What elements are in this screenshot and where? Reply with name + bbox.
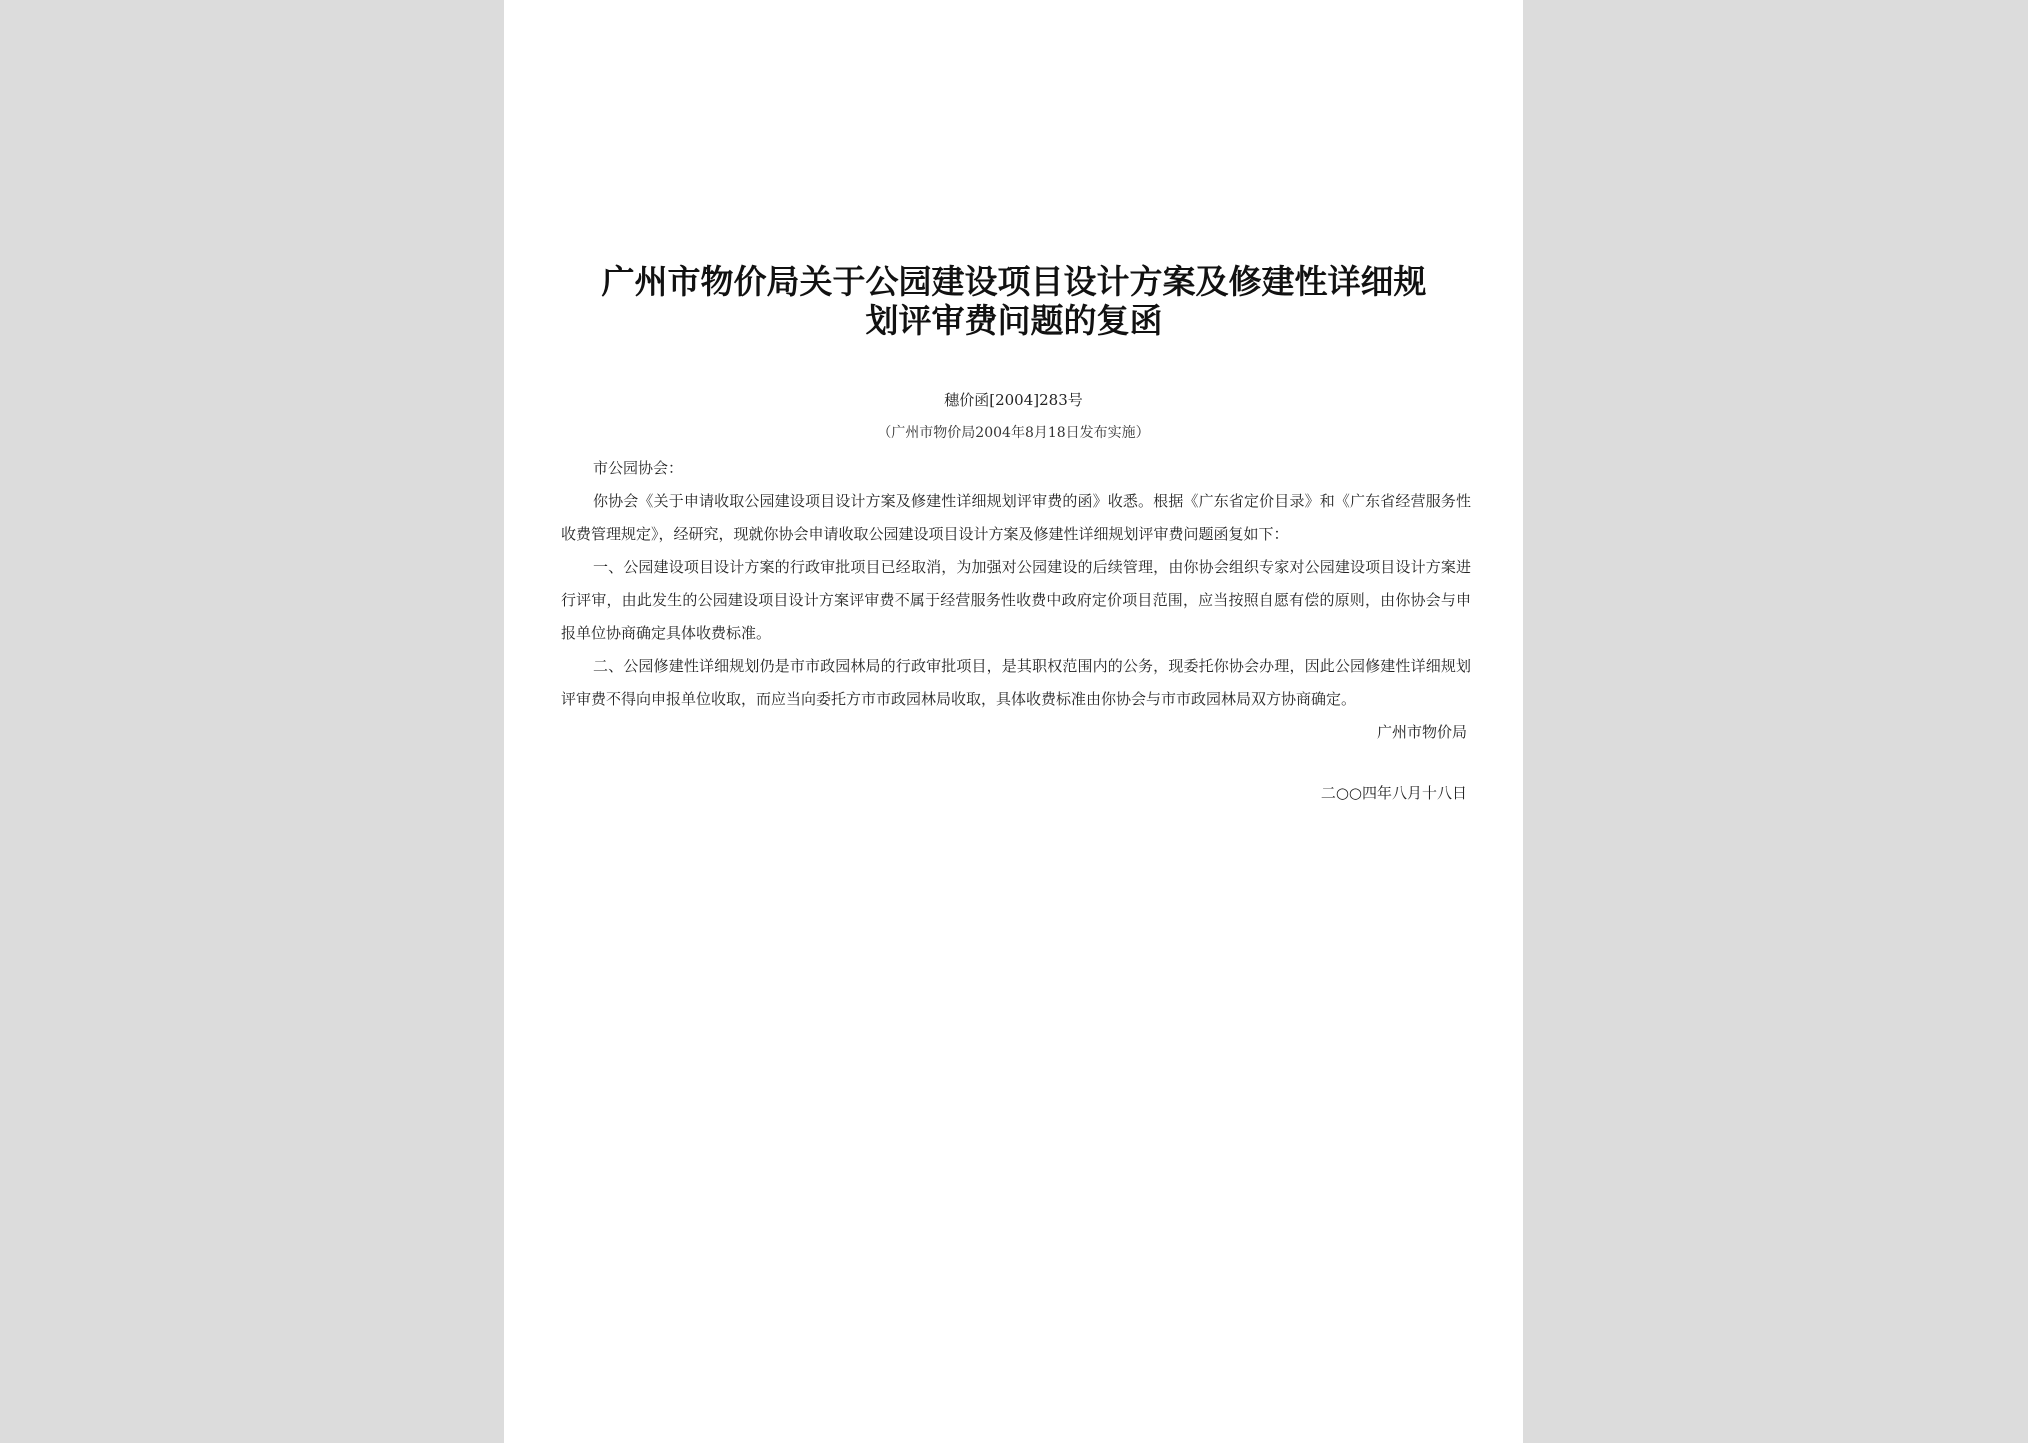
issued-note: （广州市物价局2004年8月18日发布实施） (877, 425, 1150, 441)
document-body (561, 452, 1471, 810)
paragraph-intro: 你协会《关于申请收取公园建设项目设计方案及修建性详细规划评审费的函》收悉。根据《广东省定价目录》和《广东省经营服务性收费管理规定》，经研究，现就你协会申请收取公园建设项目设计方案及修建性详细规划评审费问题函复如下： (561, 492, 1471, 543)
paragraph-item-2: 二、公园修建性详细规划仍是市市政园林局的行政审批项目，是其职权范围内的公务，现委托你协会办理，因此公园修建性详细规划评审费不得向申报单位收取，而应当向委托方市市政园林局收取，具体收费标准由你协会与市市政园林局双方协商确定。 (561, 657, 1471, 708)
document-number: 穗价函[2004]283号 (944, 391, 1083, 409)
signature: 广州市物价局 (1376, 723, 1467, 741)
document-page (504, 0, 1523, 1443)
paragraph-item-1: 一、公园建设项目设计方案的行政审批项目已经取消，为加强对公园建设的后续管理，由你协会组织专家对公园建设项目设计方案进行评审，由此发生的公园建设项目设计方案评审费不属于经营服务性收费中政府定价项目范围，应当按照自愿有偿的原则，由你协会与申报单位协商确定具体收费标准。 (561, 558, 1471, 642)
salutation: 市公园协会： (593, 459, 684, 477)
document-title: 广州市物价局关于公园建设项目设计方案及修建性详细规划评审费问题的复函 (601, 262, 1427, 340)
document-date: 二○○四年八月十八日 (1320, 784, 1467, 802)
